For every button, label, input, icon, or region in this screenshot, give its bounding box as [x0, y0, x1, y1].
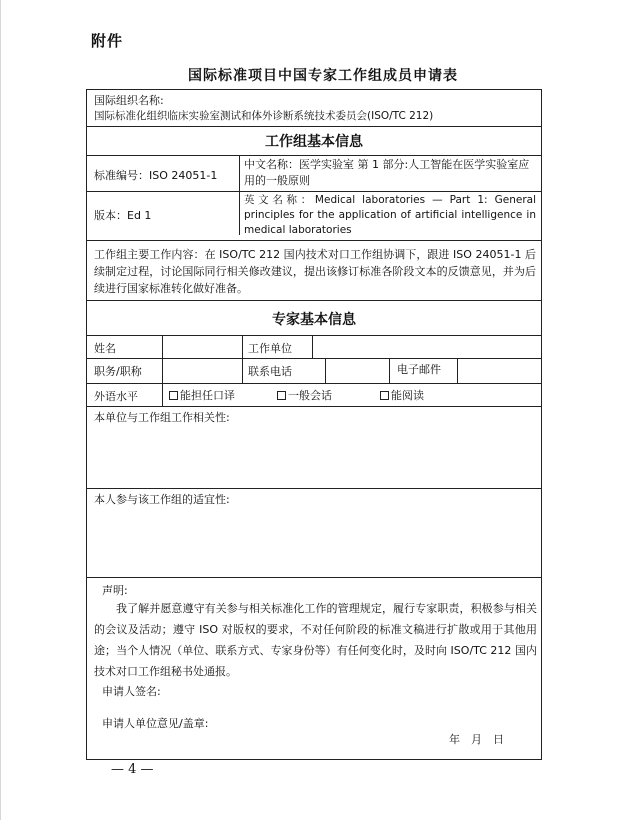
- checkbox-icon[interactable]: [380, 391, 389, 400]
- date-label: 年 月 日: [449, 733, 504, 746]
- checkbox-icon[interactable]: [277, 391, 286, 400]
- divider: [325, 358, 326, 383]
- position-label: 职务/职称: [94, 365, 142, 378]
- suitability-label: 本人参与该工作组的适宜性:: [94, 493, 230, 506]
- name-label: 姓名: [94, 342, 116, 355]
- divider: [87, 240, 541, 241]
- declaration-body: 我了解并愿意遵守有关参与相关标准化工作的管理规定，履行专家职责，积极参与相关的会议及活动；遵守 ISO 对版权的要求，不对任何阶段的标准文稿进行扩散或用于其他用途；当个人情况（单位、联系方式、专家身份等）有任何变化时，及时向 ISO/TC 212 国内技术对口工作组秘书处通报。: [94, 602, 537, 678]
- standard-number: 标准编号：ISO 24051-1: [94, 169, 218, 182]
- divider: [389, 358, 390, 383]
- lang-option-reading[interactable]: 能阅读: [380, 388, 424, 404]
- signature-label: 申请人签名:: [102, 685, 161, 698]
- relevance-label: 本单位与工作组工作相关性:: [94, 411, 230, 424]
- org-name-value: 国际标准化组织临床实验室测试和体外诊断系统技术委员会(ISO/TC 212): [94, 110, 434, 122]
- divider: [87, 406, 541, 407]
- divider: [87, 126, 541, 127]
- divider: [87, 488, 541, 489]
- divider: [239, 155, 240, 235]
- wg-section-title: 工作组基本信息: [265, 134, 363, 150]
- expert-section-title: 专家基本信息: [272, 312, 356, 328]
- divider: [87, 335, 541, 336]
- divider: [162, 383, 163, 406]
- divider: [87, 191, 541, 192]
- divider: [87, 358, 541, 359]
- work-unit-label: 工作单位: [248, 342, 292, 355]
- divider: [87, 155, 541, 156]
- attachment-label: 附件: [91, 32, 124, 50]
- divider: [242, 335, 243, 383]
- lang-option-conversation[interactable]: 一般会话: [277, 388, 332, 404]
- language-level-label: 外语水平: [94, 390, 138, 403]
- form-title: 国际标准项目中国专家工作组成员申请表: [188, 68, 458, 84]
- divider: [87, 300, 541, 301]
- checkbox-icon[interactable]: [169, 391, 178, 400]
- english-name: 英文名称：Medical laboratories — Part 1: General principles for the application of artificial intelligence in medical laboratories: [244, 194, 536, 236]
- org-name-label: 国际组织名称:: [94, 94, 164, 107]
- phone-label: 联系电话: [248, 365, 292, 378]
- unit-opinion-label: 申请人单位意见/盖章:: [102, 717, 209, 730]
- page-number: — 4 —: [111, 762, 154, 777]
- divider: [87, 383, 541, 384]
- declaration-title: 声明:: [102, 584, 128, 597]
- divider: [457, 358, 458, 383]
- divider: [87, 577, 541, 578]
- application-form: [86, 89, 542, 760]
- lang-option-interpret[interactable]: 能担任口译: [169, 388, 235, 404]
- main-work-content: 工作组主要工作内容：在 ISO/TC 212 国内技术对口工作组协调下，跟进 ISO 24051-1 后续制定过程，讨论国际同行相关修改建议，提出该修订标准各阶段文本的反馈意见，并为后续进行国家标准转化做好准备。: [94, 248, 536, 295]
- email-label: 电子邮件: [397, 363, 441, 376]
- chinese-name: 中文名称：医学实验室 第 1 部分:人工智能在医学实验室应用的一般原则: [244, 158, 530, 187]
- version: 版本：Ed 1: [94, 209, 152, 222]
- divider: [312, 335, 313, 359]
- divider: [162, 335, 163, 383]
